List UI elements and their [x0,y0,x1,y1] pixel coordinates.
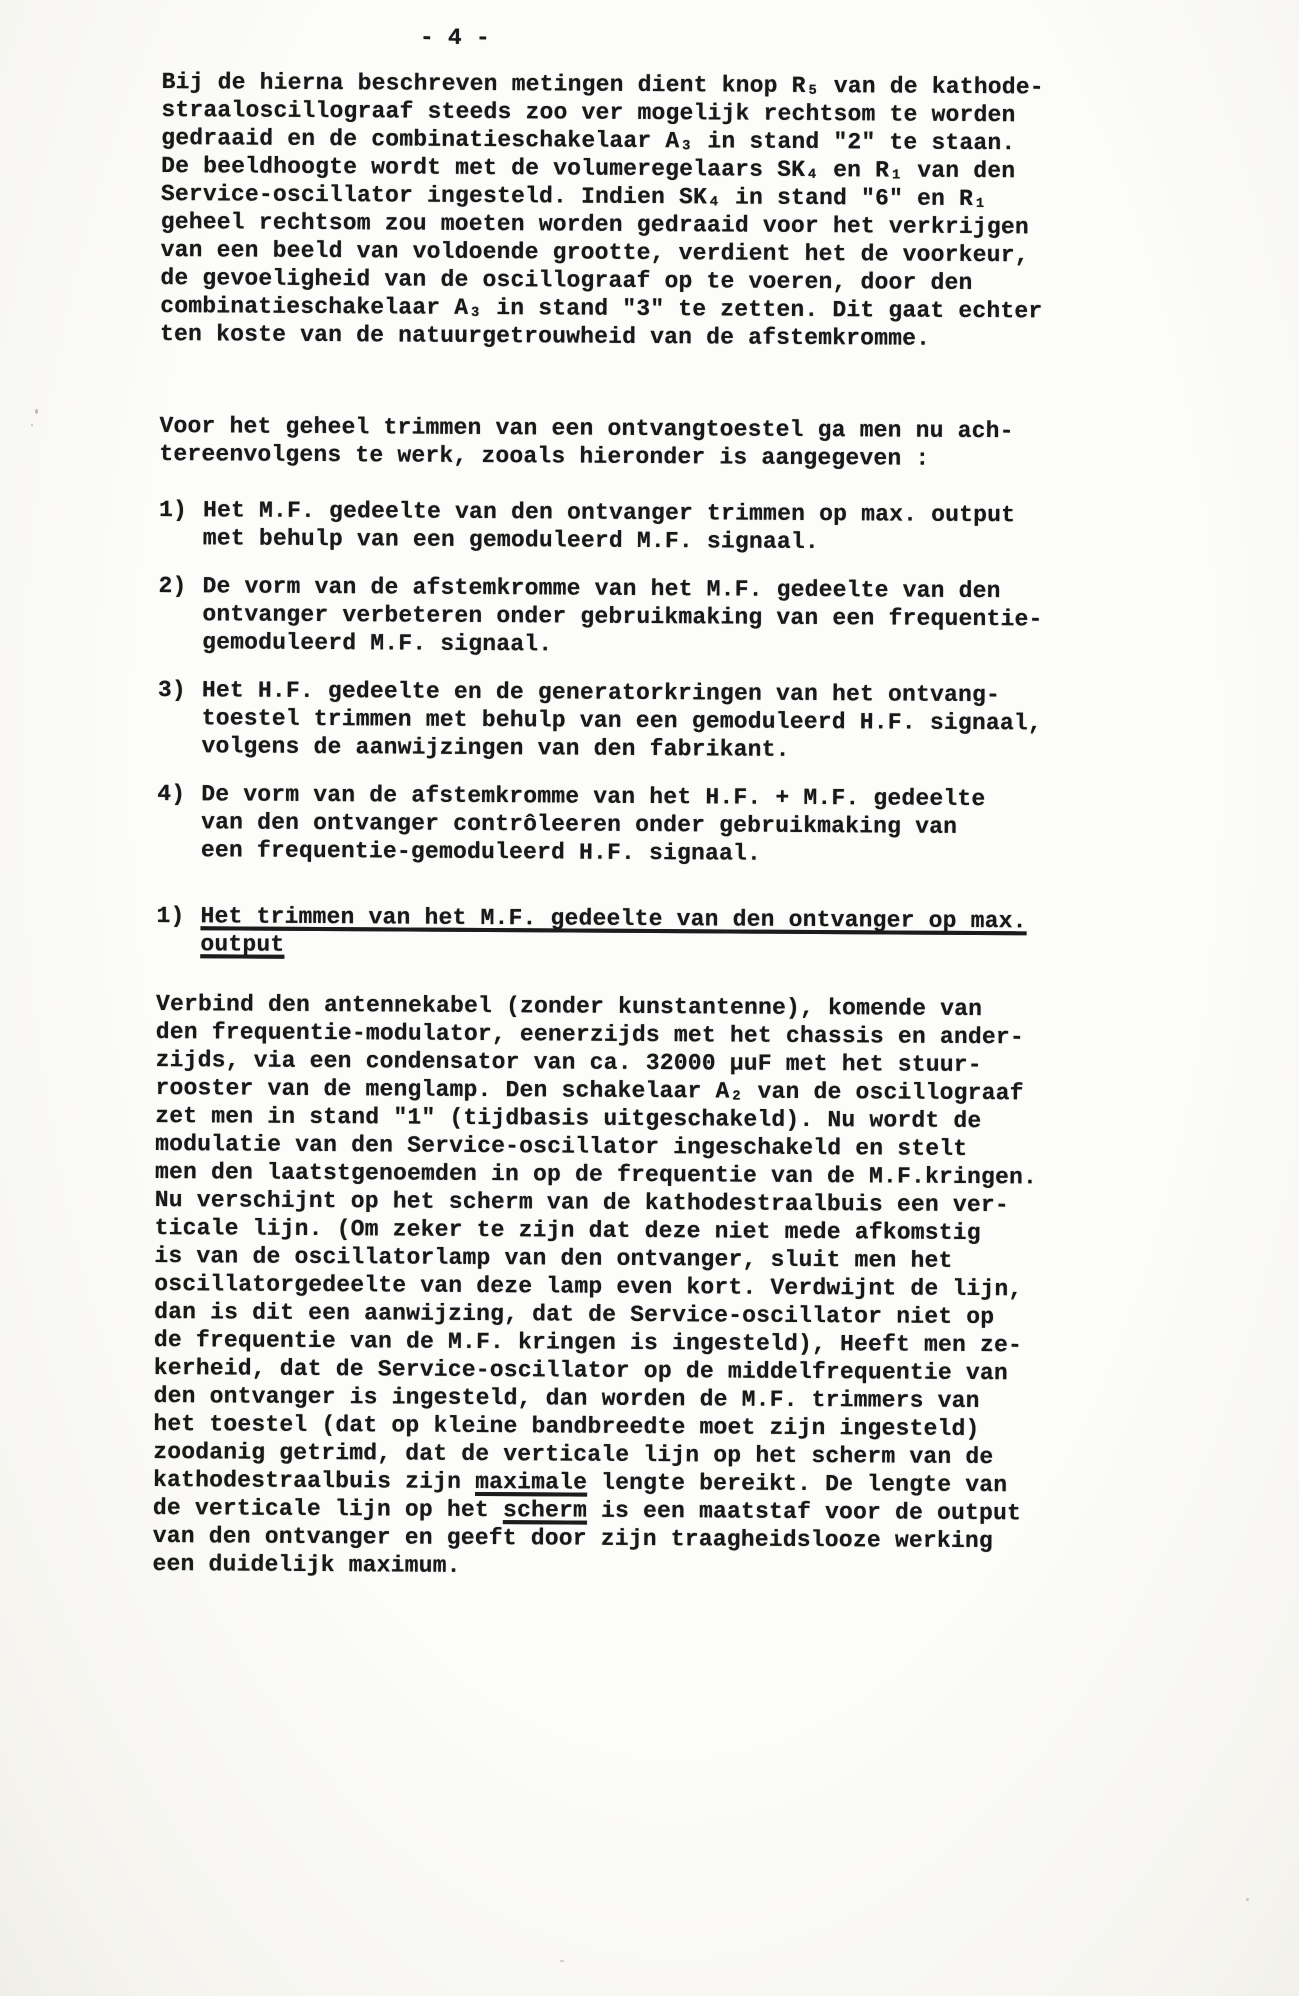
paragraph-procedure-intro: Voor het geheel trimmen van een ontvangtoestel ga men nu ach- tereenvolgens te werk, zooals hieronder is aangegeven : [159,412,1014,472]
step-number: 3) [157,676,187,704]
steps-list [157,496,1119,870]
paragraph-measurement-setup: Bij de hierna beschreven metingen dient knop R₅ van de kathode- straaloscillograaf steeds zoo ver mogelijk rechtsom te worden gedraaid en de combinatieschakelaar A₃ in stand "2" te staan. De beeldhoogte wordt met de volumeregelaars SK₄ en R₁ van den Service-oscillator ingesteld. Indien SK₄ in stand "6" en R₁ geheel rechtsom zou moeten worden gedraaid voor het verkrijgen van een beeld van voldoende grootte, verdient het de voorkeur, de gevoeligheid van de oscillograaf op te voeren, door den combinatieschakelaar A₃ in stand "3" te zetten. Dit gaat echter ten koste van de natuurgetrouwheid van de afstemkromme. [160,68,1044,352]
section-heading-number: 1) [156,902,185,930]
scan-speck [35,409,38,414]
step-item-3 [157,676,1117,766]
step-text: Het M.F. gedeelte van den ontvanger trimmen op max. output met behulp van een gemoduleerd M.F. signaal. [202,497,1016,556]
step-number: 1) [158,496,188,524]
step-text: De vorm van de afstemkromme van het M.F. gedeelte van den ontvanger verbeteren onder gebruikmaking van een frequentie- gemoduleerd M.F. signaal. [202,573,1043,658]
scan-speck [1246,1898,1249,1901]
section-heading [156,902,1116,964]
page-content [152,22,1121,1584]
step-item-4 [157,780,1117,870]
step-number: 4) [157,780,186,808]
step-number: 2) [158,572,187,600]
section-heading-text: Het trimmen van het M.F. gedeelte van den ontvanger op max. output [200,903,1027,958]
step-text: Het H.F. gedeelte en de generatorkringen van het ontvang- toestel trimmen met behulp van een gemoduleerd H.F. signaal, volgens de aanwijzingen van den fabrikant. [201,677,1042,763]
paragraph-trimming-instructions: Verbind den antennekabel (zonder kunstantenne), komende van den frequentie-modulator, eenerzijds met het chassis en ander- zijds, via een condensator van ca. 32000 μuF met het stuur- rooster van de menglamp. Den schakelaar A₂ van de oscillograaf zet men in stand "1" (tijdbasis uitgeschakeld). Nu wordt de modulatie van den Service-oscillator ingeschakeld en stelt men den laatstgenoemden in op de frequentie van de M.F.kringen. Nu verschijnt op het scherm van de kathodestraalbuis een ver- ticale lijn. (Om zeker te zijn dat deze niet mede afkomstig is van de oscillatorlamp van den ontvanger, sluit men het oscillatorgedeelte van deze lamp even kort. Verdwijnt de lijn, dan is dit een aanwijzing, dat de Service-oscillator niet op de frequentie van de M.F. kringen is ingesteld), Heeft men ze- kerheid, dat de Service-oscillator op de middelfrequentie van den ontvanger is ingesteld, dan worden de M.F. trimmers van het toestel (dat op kleine bandbreedte moet zijn ingesteld) zoodanig getrimd, dat de verticale lijn op het scherm van de kathodestraalbuis zijn maximale lengte bereikt. De lengte van de verticale lijn op het scherm is een maatstaf voor de output van den ontvanger en geeft door zijn traagheidslooze werking een duidelijk maximum. [152,990,1038,1579]
step-item-1 [159,496,1119,558]
scan-speck [31,424,33,426]
scan-speck [560,1960,564,1962]
step-text: De vorm van de afstemkromme van het H.F. + M.F. gedeelte van den ontvanger contrôleeren onder gebruikmaking van een frequentie-gemoduleerd H.F. signaal. [200,781,986,867]
step-item-2 [158,572,1118,662]
page-number: - 4 - [419,24,491,52]
